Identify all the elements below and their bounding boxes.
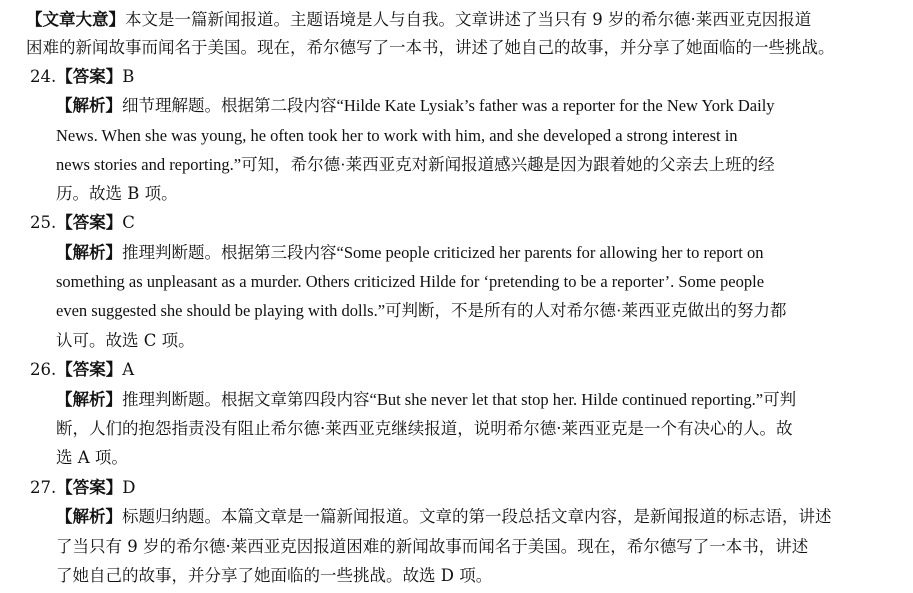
question-24-analysis-line-3: news stories and reporting.”可知，希尔德·莱西亚克对新闻报道感兴趣是因为跟着她的父亲去上班的经 [56, 155, 775, 174]
analysis-text: 推理判断题。根据第三段内容“Some people criticized her parents for allowing her to report on [122, 243, 764, 262]
summary-line-2 [26, 38, 835, 60]
question-24-analysis-line-2: News. When she was young, he often took her to work with him, and she developed a strong interest in [56, 126, 738, 145]
analysis-text: 推理判断题。根据文章第四段内容“But she never let that stop her. Hilde continued reporting.”可判 [122, 390, 797, 409]
question-26-analysis-line-1 [56, 390, 796, 412]
analysis-tag: 【解析】 [56, 507, 122, 526]
analysis-text: 细节理解题。根据第二段内容“Hilde Kate Lysiak’s father was a reporter for the New York Daily [122, 96, 775, 115]
summary-text-1: 本文是一篇新闻报道。主题语境是人与自我。文章讲述了当只有 9 岁的希尔德·莱西亚克因报道 [125, 10, 812, 29]
question-24-answer [30, 67, 134, 89]
summary-line-1 [26, 10, 811, 32]
question-number: 26. [30, 360, 57, 379]
analysis-tag: 【解析】 [56, 96, 122, 115]
question-25-analysis-line-1 [56, 243, 764, 265]
answer-tag: 【答案】 [56, 213, 123, 232]
answer-value: C [122, 213, 135, 232]
question-26-answer [30, 360, 134, 382]
question-26-analysis-line-3: 选 A 项。 [56, 448, 128, 467]
answer-value: A [122, 360, 135, 379]
question-25-answer [30, 213, 135, 235]
question-27-answer [30, 478, 135, 500]
question-24-analysis-line-4: 历。故选 B 项。 [56, 184, 178, 203]
question-number: 24. [30, 67, 57, 86]
answer-value: D [122, 478, 136, 497]
summary-tag: 【文章大意】 [26, 10, 125, 29]
answer-tag: 【答案】 [56, 360, 123, 379]
question-27-analysis-line-2: 了当只有 9 岁的希尔德·莱西亚克因报道困难的新闻故事而闻名于美国。现在，希尔德写了一本书，讲述 [56, 537, 809, 556]
answer-tag: 【答案】 [56, 67, 123, 86]
question-25-analysis-line-2: something as unpleasant as a murder. Others criticized Hilde for ‘pretending to be a reporter’. Some people [56, 272, 765, 291]
question-number: 27. [30, 478, 57, 497]
question-25-analysis-line-4: 认可。故选 C 项。 [56, 331, 195, 350]
question-24-analysis-line-1 [56, 96, 775, 118]
summary-text-2: 困难的新闻故事而闻名于美国。现在，希尔德写了一本书，讲述了她自己的故事，并分享了她面临的一些挑战。 [26, 38, 835, 57]
question-27-analysis-line-3: 了她自己的故事，并分享了她面临的一些挑战。故选 D 项。 [56, 566, 493, 585]
analysis-tag: 【解析】 [56, 243, 122, 262]
question-27-analysis-line-1 [56, 507, 832, 529]
question-26-analysis-line-2: 断，人们的抱怨指责没有阻止希尔德·莱西亚克继续报道，说明希尔德·莱西亚克是一个有决心的人。故 [56, 419, 793, 438]
answer-value: B [122, 67, 135, 86]
question-25-analysis-line-3: even suggested she should be playing with dolls.”可判断，不是所有的人对希尔德·莱西亚克做出的努力都 [56, 301, 787, 320]
analysis-text: 标题归纳题。本篇文章是一篇新闻报道。文章的第一段总括文章内容，是新闻报道的标志语，讲述 [122, 507, 832, 526]
answer-tag: 【答案】 [56, 478, 123, 497]
question-number: 25. [30, 213, 57, 232]
analysis-tag: 【解析】 [56, 390, 122, 409]
